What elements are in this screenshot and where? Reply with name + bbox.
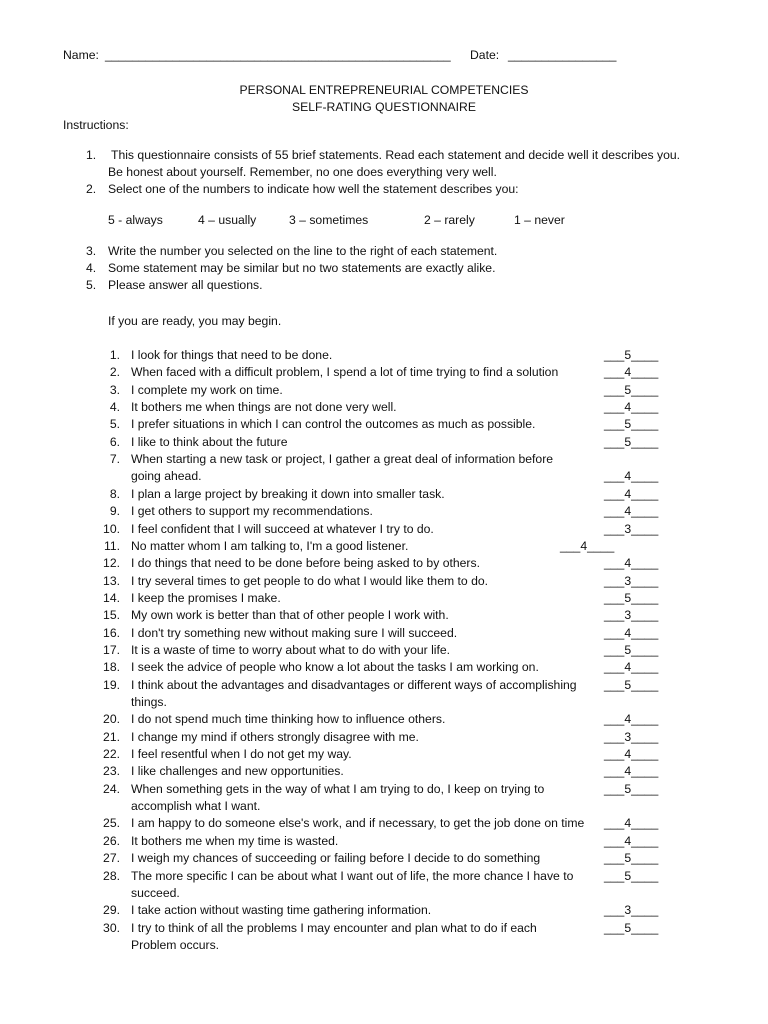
- scale-option: 3 – sometimes: [289, 213, 369, 227]
- statement-number: 19.: [103, 677, 120, 692]
- statement-number: 14.: [103, 590, 120, 605]
- scale-option: 2 – rarely: [424, 213, 475, 227]
- statement-text: I change my mind if others strongly disagree with me.: [131, 729, 419, 744]
- statement-number: 17.: [103, 642, 120, 657]
- statement-text: I seek the advice of people who know a lot about the tasks I am working on.: [131, 660, 539, 675]
- answer-field[interactable]: ___5____: [604, 348, 659, 362]
- statement-text: I am happy to do someone else's work, and if necessary, to get the job done on time: [131, 816, 585, 831]
- statement-number: 26.: [103, 833, 120, 848]
- answer-field[interactable]: ___4____: [604, 504, 659, 519]
- statement-number: 27.: [103, 851, 120, 866]
- statement-text: It bothers me when things are not done very well.: [131, 400, 397, 415]
- instruction-text: Be honest about yourself. Remember, no one does everything very well.: [108, 165, 497, 179]
- statement-text: things.: [131, 695, 167, 709]
- statement-text: When something gets in the way of what I am trying to do, I keep on trying to: [131, 781, 545, 796]
- statement-number: 15.: [103, 608, 120, 623]
- answer-field[interactable]: ___4____: [604, 712, 659, 727]
- statement-text: I plan a large project by breaking it down into smaller task.: [131, 486, 445, 501]
- answer-field[interactable]: ___5____: [604, 590, 659, 605]
- instruction-number: 3.: [86, 244, 97, 258]
- statement-text: When starting a new task or project, I gather a great deal of information before: [131, 452, 554, 467]
- answer-field[interactable]: ___4____: [604, 365, 659, 380]
- statement-number: 12.: [103, 556, 120, 571]
- instruction-number: 1.: [86, 148, 97, 162]
- statement-number: 11.: [103, 538, 120, 553]
- answer-field[interactable]: ___4____: [604, 469, 659, 484]
- instruction-number: 4.: [86, 261, 97, 275]
- statement-text: accomplish what I want.: [131, 799, 261, 814]
- answer-field[interactable]: ___5____: [604, 920, 659, 935]
- statement-text: I keep the promises I make.: [131, 590, 281, 605]
- scale-option: 5 - always: [108, 213, 163, 227]
- answer-field[interactable]: ___5____: [604, 677, 659, 692]
- statement-number: 4.: [109, 400, 120, 415]
- statement-text: I try to think of all the problems I may encounter and plan what to do if each: [131, 920, 537, 935]
- statement-text: I feel resentful when I do not get my way.: [131, 747, 352, 762]
- statement-text: I look for things that need to be done.: [131, 348, 333, 362]
- statement-text: I like challenges and new opportunities.: [131, 764, 344, 779]
- statement-number: 24.: [103, 781, 120, 796]
- statement-number: 18.: [103, 660, 120, 675]
- answer-field[interactable]: ___5____: [604, 434, 659, 449]
- answer-field[interactable]: ___4____: [604, 400, 659, 415]
- answer-field[interactable]: ___5____: [604, 851, 659, 866]
- instruction-text: Select one of the numbers to indicate how well the statement describes you:: [108, 182, 519, 196]
- answer-field[interactable]: ___3____: [604, 608, 659, 623]
- name-label: Name:: [63, 48, 99, 62]
- statement-text: I don't try something new without making sure I will succeed.: [131, 625, 458, 640]
- statement-number: 30.: [103, 920, 120, 935]
- statement-text: succeed.: [131, 885, 180, 900]
- instruction-text: This questionnaire consists of 55 brief statements. Read each statement and decide well it describes you.: [111, 148, 681, 162]
- statement-text: I feel confident that I will succeed at whatever I try to do.: [131, 521, 434, 536]
- statement-text: The more specific I can be about what I want out of life, the more chance I have to: [131, 868, 574, 883]
- statement-number: 29.: [103, 903, 120, 918]
- statement-number: 28.: [103, 868, 120, 883]
- statement-text: It bothers me when my time is wasted.: [131, 833, 339, 848]
- title-line-2: SELF-RATING QUESTIONNAIRE: [292, 100, 476, 114]
- statement-number: 2.: [109, 365, 120, 380]
- statement-text: No matter whom I am talking to, I'm a good listener.: [131, 538, 409, 553]
- answer-field[interactable]: ___4____: [604, 816, 659, 831]
- answer-field[interactable]: ___4____: [604, 833, 659, 848]
- statement-number: 25.: [103, 816, 120, 831]
- statement-number: 16.: [103, 625, 120, 640]
- instructions-heading: Instructions:: [63, 118, 129, 132]
- statement-number: 1.: [109, 348, 120, 362]
- answer-field[interactable]: ___5____: [604, 868, 659, 883]
- statement-number: 20.: [103, 712, 120, 727]
- statement-number: 21.: [103, 729, 120, 744]
- statement-text: My own work is better than that of other people I work with.: [131, 608, 449, 623]
- answer-field[interactable]: ___4____: [604, 556, 659, 571]
- statement-number: 23.: [103, 764, 120, 779]
- statement-text: When faced with a difficult problem, I spend a lot of time trying to find a solution: [131, 365, 559, 380]
- statement-number: 9.: [109, 504, 120, 519]
- scale-option: 4 – usually: [198, 213, 257, 227]
- statement-text: I get others to support my recommendations.: [131, 504, 373, 519]
- statement-number: 3.: [109, 382, 120, 397]
- date-field-line[interactable]: ________________: [508, 48, 617, 62]
- statement-number: 22.: [103, 747, 120, 762]
- answer-field[interactable]: ___4____: [604, 486, 659, 501]
- statement-text: I do not spend much time thinking how to influence others.: [131, 712, 446, 727]
- statement-text: I do things that need to be done before being asked to by others.: [131, 556, 480, 571]
- statement-number: 8.: [109, 486, 120, 501]
- statement-text: I think about the advantages and disadvantages or different ways of accomplishing: [131, 677, 577, 692]
- statement-text: I take action without wasting time gathering information.: [131, 903, 432, 918]
- name-field-line[interactable]: ___________________________________________________: [105, 48, 451, 62]
- instruction-text: Some statement may be similar but no two statements are exactly alike.: [108, 261, 496, 275]
- answer-field[interactable]: ___5____: [604, 781, 659, 796]
- answer-field[interactable]: ___5____: [604, 382, 659, 397]
- instruction-number: 2.: [86, 182, 97, 196]
- answer-field[interactable]: ___4____: [560, 538, 615, 553]
- statement-text: I try several times to get people to do what I would like them to do.: [131, 573, 489, 588]
- statement-number: 5.: [109, 417, 120, 432]
- statement-number: 13.: [103, 573, 120, 588]
- instruction-text: Write the number you selected on the line to the right of each statement.: [108, 244, 498, 258]
- answer-field[interactable]: ___3____: [604, 903, 659, 918]
- statement-text: I weigh my chances of succeeding or failing before I decide to do something: [131, 851, 541, 866]
- title-line-1: PERSONAL ENTREPRENEURIAL COMPETENCIES: [239, 83, 529, 97]
- answer-field[interactable]: ___4____: [604, 660, 659, 675]
- answer-field[interactable]: ___5____: [604, 417, 659, 432]
- statement-text: I complete my work on time.: [131, 382, 283, 397]
- statement-text: It is a waste of time to worry about what to do with your life.: [131, 642, 451, 657]
- statement-text: I like to think about the future: [131, 434, 288, 449]
- statement-number: 7.: [109, 452, 120, 467]
- scale-option: 1 – never: [514, 213, 565, 227]
- answer-field[interactable]: ___3____: [604, 729, 659, 744]
- answer-field[interactable]: ___3____: [604, 573, 659, 588]
- statement-text: going ahead.: [131, 469, 202, 484]
- date-label: Date:: [470, 48, 500, 62]
- instruction-text: Please answer all questions.: [108, 278, 263, 292]
- answer-field[interactable]: ___5____: [604, 642, 659, 657]
- answer-field[interactable]: ___3____: [604, 521, 659, 536]
- ready-text: If you are ready, you may begin.: [108, 314, 282, 328]
- statement-number: 10.: [103, 521, 120, 536]
- statement-text: I prefer situations in which I can control the outcomes as much as possible.: [131, 417, 536, 432]
- instruction-number: 5.: [86, 278, 97, 292]
- statement-text: Problem occurs.: [131, 937, 220, 952]
- answer-field[interactable]: ___4____: [604, 747, 659, 762]
- answer-field[interactable]: ___4____: [604, 625, 659, 640]
- answer-field[interactable]: ___4____: [604, 764, 659, 779]
- statement-number: 6.: [109, 434, 120, 449]
